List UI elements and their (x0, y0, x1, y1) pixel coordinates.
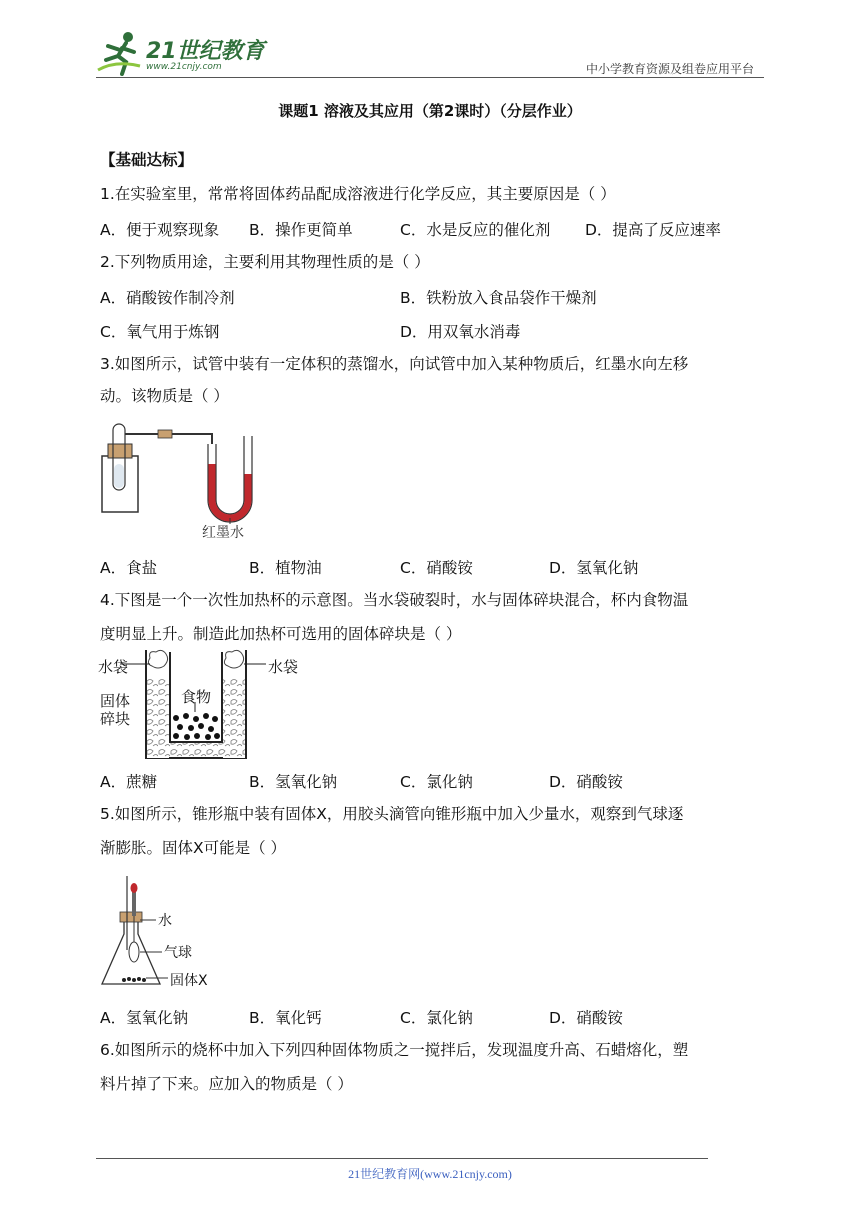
q1-option-b[interactable]: B．操作更简单 (249, 221, 353, 239)
site-logo[interactable] (96, 30, 266, 78)
q2-option-d[interactable]: D．用双氧水消毒 (400, 323, 521, 341)
bottle-stopper (108, 444, 132, 458)
solid-x-label: 固体X (170, 973, 208, 989)
water-bag-left (148, 650, 167, 668)
q5-option-b[interactable]: B．氧化钙 (249, 1009, 322, 1027)
red-ink-label: 红墨水 (202, 525, 244, 541)
q4-option-d[interactable]: D．硝酸铵 (549, 773, 623, 791)
q4-option-c[interactable]: C．氯化钠 (400, 773, 473, 791)
q2-option-c[interactable]: C．氧气用于炼钢 (100, 323, 220, 341)
red-ink-shape (212, 464, 248, 518)
q4-stem-line1: 4.下图是一个一次性加热杯的示意图。当水袋破裂时，水与固体碎块混合，杯内食物温 (100, 591, 689, 609)
header-divider (96, 77, 764, 78)
q4-stem-line2: 度明显上升。制造此加热杯可选用的固体碎块是（ ） (100, 625, 462, 643)
runner-logo-icon (96, 30, 148, 76)
q3-stem-line2: 动。该物质是（ ） (100, 387, 229, 405)
distilled-water (114, 464, 124, 488)
q3-option-d[interactable]: D．氢氧化钠 (549, 559, 639, 577)
logo-url: www.21cnjy.com (146, 62, 222, 72)
q3-figure (98, 418, 268, 552)
solid-label-line1: 固体 (100, 692, 131, 710)
q2-option-b[interactable]: B．铁粉放入食品袋作干燥剂 (400, 289, 597, 307)
food-label: 食物 (181, 688, 212, 706)
balloon-shape (129, 942, 139, 962)
q6-stem-line1: 6.如图所示的烧杯中加入下列四种固体物质之一搅拌后，发现温度升高、石蜡熔化，塑 (100, 1041, 689, 1059)
q5-figure (98, 872, 238, 992)
page-title: 课题1 溶液及其应用（第2课时）（分层作业） (278, 102, 582, 120)
logo-text: 21世纪教育 (146, 39, 265, 64)
q3-stem-line1: 3.如图所示，试管中装有一定体积的蒸馏水，向试管中加入某种物质后，红墨水向左移 (100, 355, 689, 373)
q4-figure (98, 648, 318, 764)
q5-stem-line1: 5.如图所示，锥形瓶中装有固体X，用胶头滴管向锥形瓶中加入少量水，观察到气球逐 (100, 805, 684, 823)
footer-divider (96, 1158, 708, 1159)
platform-name: 中小学教育资源及组卷应用平台 (585, 62, 754, 76)
dropper-bulb (131, 883, 138, 893)
q1-option-c[interactable]: C．水是反应的催化剂 (400, 221, 551, 239)
section-heading: 【基础达标】 (100, 151, 194, 169)
q5-option-c[interactable]: C．氯化钠 (400, 1009, 473, 1027)
q4-option-b[interactable]: B．氢氧化钠 (249, 773, 338, 791)
water-bag-right-label: 水袋 (268, 658, 299, 676)
solid-label-line2: 碎块 (100, 710, 131, 728)
q1-stem: 1.在实验室里，常常将固体药品配成溶液进行化学反应，其主要原因是（ ） (100, 185, 616, 203)
q6-stem-line2: 料片掉了下来。应加入的物质是（ ） (100, 1075, 353, 1093)
q3-option-b[interactable]: B．植物油 (249, 559, 322, 577)
q2-stem: 2.下列物质用途，主要利用其物理性质的是（ ） (100, 253, 430, 271)
q3-option-a[interactable]: A．食盐 (100, 559, 158, 577)
water-bag-right (224, 650, 243, 668)
footer-link[interactable]: 21世纪教育网(www.21cnjy.com) (348, 1167, 512, 1181)
q1-option-d[interactable]: D．提高了反应速率 (585, 221, 721, 239)
q2-option-a[interactable]: A．硝酸铵作制冷剂 (100, 289, 235, 307)
q3-option-c[interactable]: C．硝酸铵 (400, 559, 473, 577)
q5-stem-line2: 渐膨胀。固体X可能是（ ） (100, 839, 287, 857)
q1-option-a[interactable]: A．便于观察现象 (100, 221, 220, 239)
q5-option-d[interactable]: D．硝酸铵 (549, 1009, 623, 1027)
q5-option-a[interactable]: A．氢氧化钠 (100, 1009, 189, 1027)
water-label: 水 (158, 913, 172, 929)
water-bag-left-label: 水袋 (98, 658, 129, 676)
balloon-label: 气球 (164, 945, 192, 961)
q4-option-a[interactable]: A．蔗糖 (100, 773, 158, 791)
